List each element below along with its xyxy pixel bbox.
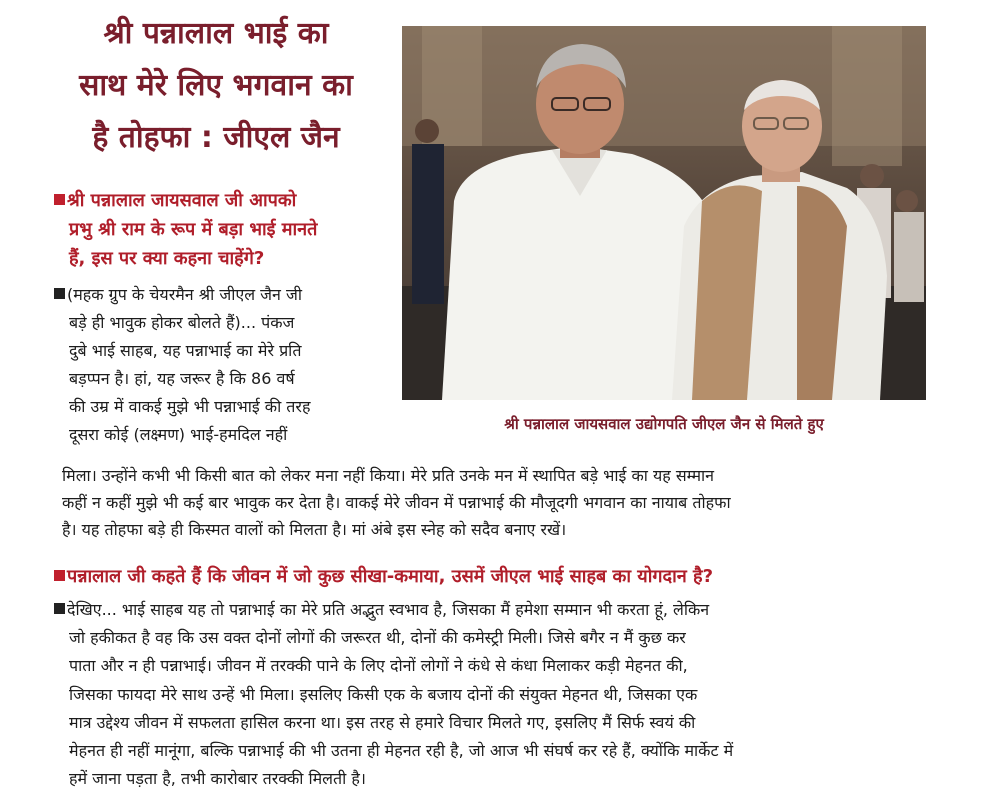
photo-illustration xyxy=(402,26,926,400)
answer-2-line: पाता और न ही पन्नाभाई। जीवन में तरक्की पाने के लिए दोनों लोगों ने कंधे से कंधा मिलाकर कड़ी मेहनत की, xyxy=(69,656,688,676)
question-1 xyxy=(54,186,317,273)
headline-line-3: है तोहफा : जीएल जैन xyxy=(92,120,340,155)
answer-bullet-icon xyxy=(54,288,65,299)
answer-1-line: बड़प्पन है। हां, यह जरूर है कि 86 वर्ष xyxy=(69,369,295,388)
question-1-line-3: हैं, इस पर क्या कहना चाहेंगे? xyxy=(69,248,265,269)
answer-2-line: जो हकीकत है वह कि उस वक्त दोनों लोगों की जरूरत थी, दोनों की कमेस्ट्री मिली। जिसे बगैर न मैं कुछ कर xyxy=(69,628,686,648)
answer-1-line: बड़े ही भावुक होकर बोलते हैं)... पंकज xyxy=(69,313,295,332)
answer-2 xyxy=(54,596,733,793)
question-2-line: पन्नालाल जी कहते हैं कि जीवन में जो कुछ सीखा-कमाया, उसमें जीएल भाई साहब का योगदान है? xyxy=(54,562,713,591)
question-1-line-1: श्री पन्नालाल जायसवाल जी आपको xyxy=(54,186,317,215)
answer-2-line: मात्र उद्देश्य जीवन में सफलता हासिल करना था। इस तरह से हमारे विचार मिलते गए, इसलिए मैं सिर्फ स्वयं की xyxy=(69,712,696,732)
headline-line-2: साथ मेरे लिए भगवान का xyxy=(79,68,353,103)
answer-1-full-line: मिला। उन्होंने कभी भी किसी बात को लेकर मना नहीं किया। मेरे प्रति उनके मन में स्थापित बड़े भाई का यह सम्मान xyxy=(62,466,715,485)
answer-2-line: मेहनत ही नहीं मानूंगा, बल्कि पन्नाभाई की भी उतना ही मेहनत रही है, जो आज भी संघर्ष कर रहे हैं, क्योंकि मार्केट में xyxy=(69,741,734,761)
answer-1-full-width xyxy=(62,462,731,543)
photo-caption: श्री पन्नालाल जायसवाल उद्योगपति जीएल जैन से मिलते हुए xyxy=(504,415,824,433)
answer-1-full-line: है। यह तोहफा बड़े ही किस्मत वालों को मिलता है। मां अंबे इस स्नेह को सदैव बनाए रखें। xyxy=(62,520,567,539)
question-2 xyxy=(54,562,713,591)
answer-1-line: दुबे भाई साहब, यह पन्नाभाई का मेरे प्रति xyxy=(69,341,302,360)
answer-1-line: दूसरा कोई (लक्ष्मण) भाई-हमदिल नहीं xyxy=(69,425,288,444)
answer-2-line: जिसका फायदा मेरे साथ उन्हें भी मिला। इसलिए किसी एक के बजाय दोनों की संयुक्त मेहनत थी, जिसका एक xyxy=(69,684,698,704)
question-1-line-2: प्रभु श्री राम के रूप में बड़ा भाई मानते xyxy=(69,219,318,240)
answer-2-line: हमें जाना पड़ता है, तभी कारोबार तरक्की मिलती है। xyxy=(69,769,366,789)
answer-1-full-line: कहीं न कहीं मुझे भी कई बार भावुक कर देता है। वाकई मेरे जीवन में पन्नाभाई की मौजूदगी भगवान का नायाब तोहफा xyxy=(62,493,731,512)
article-photo xyxy=(402,26,926,400)
answer-1-narrow-column xyxy=(54,281,310,449)
article-headline xyxy=(40,8,392,164)
headline-line-1: श्री पन्नालाल भाई का xyxy=(103,16,329,51)
answer-1-line: (महक ग्रुप के चेयरमैन श्री जीएल जैन जी xyxy=(54,281,310,309)
question-bullet-icon xyxy=(54,194,65,205)
question-bullet-icon xyxy=(54,570,65,581)
answer-2-line: देखिए... भाई साहब यह तो पन्नाभाई का मेरे प्रति अद्भुत स्वभाव है, जिसका मैं हमेशा सम्मान भी करता हूं, लेकिन xyxy=(54,596,733,624)
answer-1-line: की उम्र में वाकई मुझे भी पन्नाभाई की तरह xyxy=(69,397,311,416)
answer-bullet-icon xyxy=(54,603,65,614)
